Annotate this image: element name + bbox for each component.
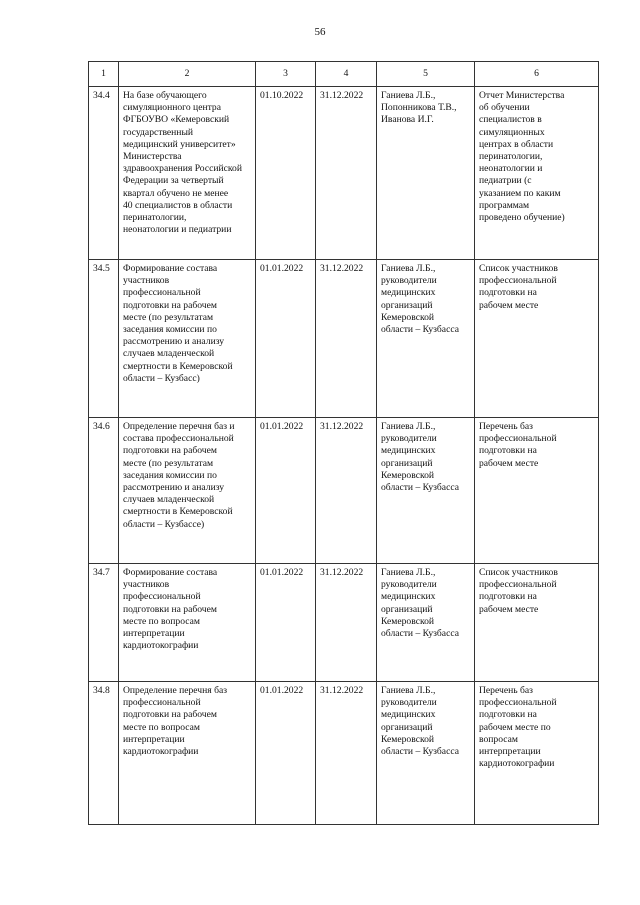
start-date: 01.01.2022 xyxy=(256,682,316,825)
item-number: 34.8 xyxy=(89,682,119,825)
expected-result: Перечень баз профессиональной подготовки на рабочем месте xyxy=(475,418,599,564)
task-description: Определение перечня баз и состава профессиональной подготовки на рабочем месте (по результатам заседания комиссии по рассмотрению и анализу случаев младенческой смертности в Кемеровской области – Кузбассе) xyxy=(119,418,256,564)
column-number-5: 5 xyxy=(377,62,475,87)
task-description: Определение перечня баз профессиональной подготовки на рабочем месте по вопросам интерпретации кардиотокографии xyxy=(119,682,256,825)
expected-result: Список участников профессиональной подготовки на рабочем месте xyxy=(475,564,599,682)
column-number-1: 1 xyxy=(89,62,119,87)
responsible-persons: Ганиева Л.Б., руководители медицинских организаций Кемеровской области – Кузбасса xyxy=(377,682,475,825)
start-date: 01.01.2022 xyxy=(256,260,316,418)
start-date: 01.01.2022 xyxy=(256,418,316,564)
expected-result: Отчет Министерства об обучении специалистов в симуляционных центрах в области перинатологии, неонатологии и педиатрии (с указанием по каким программам проведено обучение) xyxy=(475,87,599,260)
responsible-persons: Ганиева Л.Б., Попонникова Т.В., Иванова И.Г. xyxy=(377,87,475,260)
end-date: 31.12.2022 xyxy=(316,260,377,418)
column-number-3: 3 xyxy=(256,62,316,87)
start-date: 01.10.2022 xyxy=(256,87,316,260)
table-row xyxy=(89,418,599,564)
expected-result: Перечень баз профессиональной подготовки на рабочем месте по вопросам интерпретации кардиотокографии xyxy=(475,682,599,825)
column-number-4: 4 xyxy=(316,62,377,87)
end-date: 31.12.2022 xyxy=(316,564,377,682)
plan-table xyxy=(88,61,599,825)
item-number: 34.6 xyxy=(89,418,119,564)
column-number-2: 2 xyxy=(119,62,256,87)
task-description: На базе обучающего симуляционного центра ФГБОУВО «Кемеровский государственный медицинский университет» Министерства здравоохранения Российской Федерации за четвертый квартал обучено не менее 40 специалистов в области перинатологии, неонатологии и педиатрии xyxy=(119,87,256,260)
table-row xyxy=(89,260,599,418)
item-number: 34.4 xyxy=(89,87,119,260)
table-row xyxy=(89,682,599,825)
page-number: 56 xyxy=(314,26,326,38)
table-row xyxy=(89,87,599,260)
end-date: 31.12.2022 xyxy=(316,682,377,825)
task-description: Формирование состава участников профессиональной подготовки на рабочем месте по вопросам интерпретации кардиотокографии xyxy=(119,564,256,682)
item-number: 34.5 xyxy=(89,260,119,418)
end-date: 31.12.2022 xyxy=(316,87,377,260)
table-header-row xyxy=(89,62,599,87)
task-description: Формирование состава участников профессиональной подготовки на рабочем месте (по результатам заседания комиссии по рассмотрению и анализу случаев младенческой смертности в Кемеровской области – Кузбасс) xyxy=(119,260,256,418)
responsible-persons: Ганиева Л.Б., руководители медицинских организаций Кемеровской области – Кузбасса xyxy=(377,260,475,418)
responsible-persons: Ганиева Л.Б., руководители медицинских организаций Кемеровской области – Кузбасса xyxy=(377,564,475,682)
table-row xyxy=(89,564,599,682)
end-date: 31.12.2022 xyxy=(316,418,377,564)
responsible-persons: Ганиева Л.Б., руководители медицинских организаций Кемеровской области – Кузбасса xyxy=(377,418,475,564)
item-number: 34.7 xyxy=(89,564,119,682)
start-date: 01.01.2022 xyxy=(256,564,316,682)
expected-result: Список участников профессиональной подготовки на рабочем месте xyxy=(475,260,599,418)
column-number-6: 6 xyxy=(475,62,599,87)
